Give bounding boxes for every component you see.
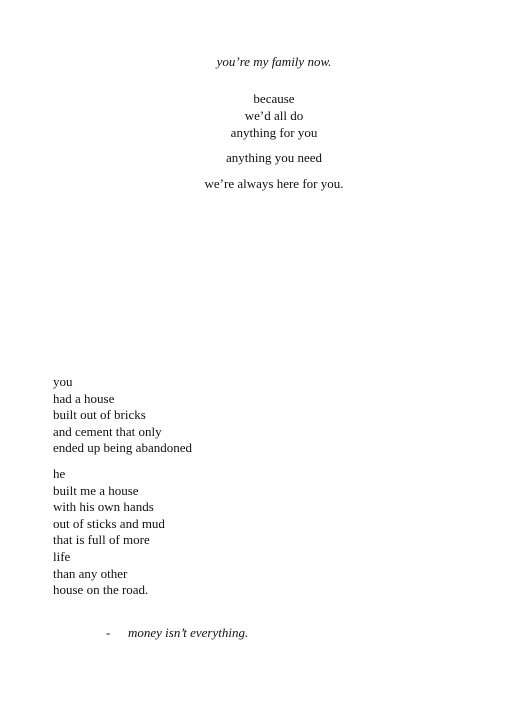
stanza-line: with his own hands: [53, 499, 154, 515]
stanza-line: we’re always here for you.: [204, 176, 344, 191]
stanza-line: built me a house: [53, 482, 139, 498]
stanza-3: [0, 175, 528, 192]
stanza-line: that is full of more: [53, 532, 150, 548]
stanza-line: anything you need: [225, 150, 323, 165]
stanza-5: [53, 466, 165, 599]
stanza-line: because: [253, 91, 295, 106]
stanza-line: out of sticks and mud: [53, 515, 165, 531]
stanza-1: [0, 90, 528, 141]
stanza-line: ended up being abandoned: [53, 440, 192, 456]
stanza-line: house on the road.: [53, 582, 149, 598]
signoff-dash: -: [106, 625, 111, 640]
stanza-line: built out of bricks: [53, 407, 146, 423]
stanza-line: than any other: [53, 565, 128, 581]
stanza-4: [53, 374, 192, 457]
stanza-line: life: [53, 548, 71, 564]
stanza-line: had a house: [53, 390, 115, 406]
signoff-text: money isn’t everything.: [128, 625, 249, 640]
stanza-line: you: [53, 374, 73, 389]
signoff: [93, 607, 248, 658]
poem-title: [0, 53, 528, 70]
stanza-line: anything for you: [230, 125, 318, 140]
stanza-2: [0, 149, 528, 166]
poem-title-text: you’re my family now.: [216, 54, 332, 69]
stanza-line: he: [53, 466, 66, 481]
stanza-line: we’d all do: [244, 108, 304, 123]
stanza-line: and cement that only: [53, 423, 162, 439]
